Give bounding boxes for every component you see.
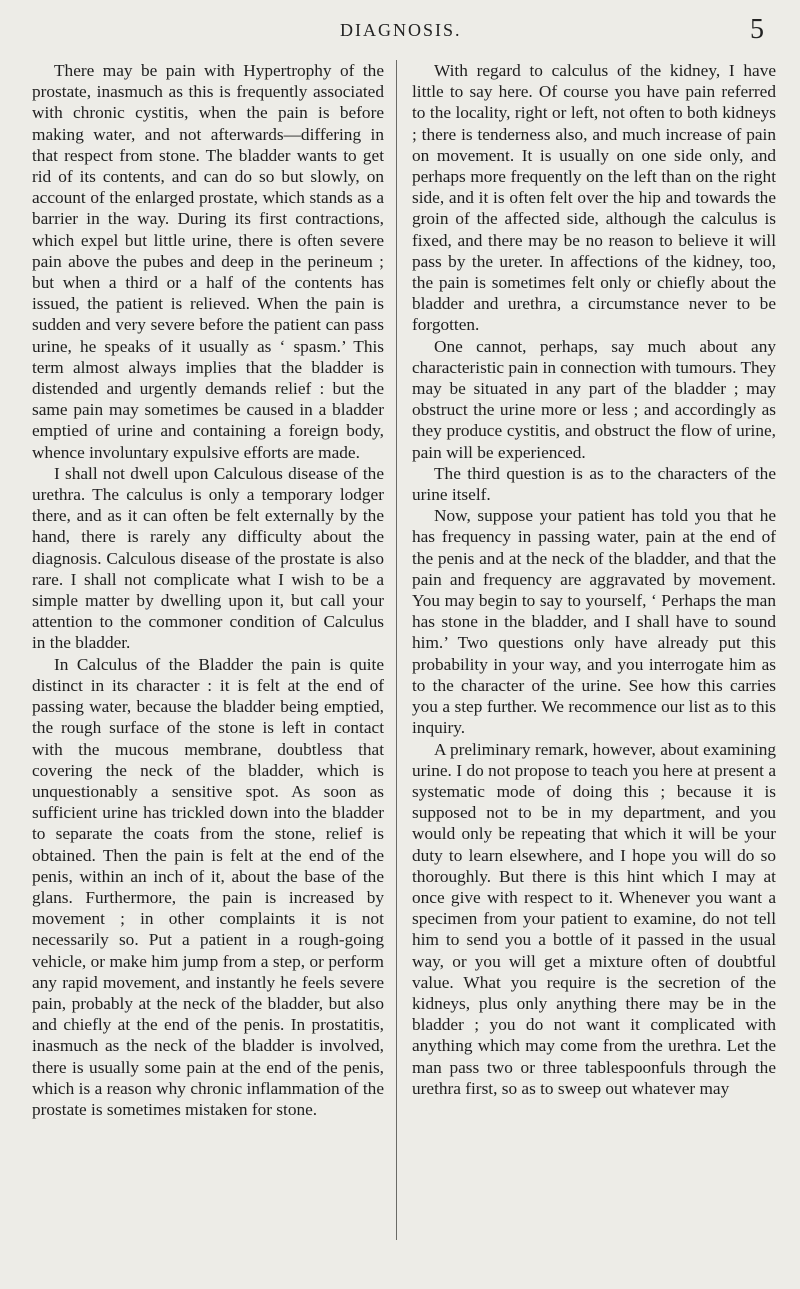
paragraph: In Calculus of the Bladder the pain is quite distinct in its character : it is felt at the end of passing water, because the bladder being emptied, the rough surface of the stone is left in contact with the mucous membrane, doubtless that covering the neck of the bladder, which is unquestionably a sensitive spot. As soon as sufficient urine has trickled down into the bladder to separate the coats from the stone, relief is obtained. Then the pain is felt at the end of the penis, within an inch of it, about the base of the glans. Furthermore, the pain is increased by movement ; in other complaints it is not necessarily so. Put a patient in a rough-going vehicle, or make him jump from a step, or perform any rapid movement, and instantly he feels severe pain, probably at the neck of the bladder, but also and chiefly at the end of the penis. In prostatitis, inasmuch as the neck of the bladder is involved, there is usually some pain at the end of the penis, which is a reason why chronic inflammation of the prostate is sometimes mistaken for stone. xyxy=(32,654,384,1119)
paragraph: One cannot, perhaps, say much about any characteristic pain in connection with tumours. They may be situated in any part of the bladder ; may obstruct the urine more or less ; and accordingly as they produce cystitis, and obstruct the flow of urine, pain will be experienced. xyxy=(412,336,776,462)
paragraph: I shall not dwell upon Calculous disease of the urethra. The calculus is only a temporary lodger there, and as it can often be felt externally by the hand, there is rarely any difficulty about the diagnosis. Calculous disease of the prostate is also rare. I shall not complicate what I wish to be a simple matter by dwelling upon it, but call your attention to the commoner condition of Calculus in the bladder. xyxy=(32,463,384,653)
paragraph: A preliminary remark, however, about examining urine. I do not propose to teach you here at present a systematic mode of doing this ; because it is supposed not to be in my department, and you would only be repeating that which it will be your duty to learn elsewhere, and I hope you will do so thoroughly. But there is this hint which I may at once give with respect to it. Whenever you want a specimen from your patient to examine, do not tell him to send you a bottle of it passed in the usual way, or you will get a mixture often of doubtful value. What you require is the secretion of the kidneys, plus only anything there may be in the bladder ; you do not want it complicated with anything which may come from the urethra. Let the man pass two or three tablespoonfuls through the urethra first, so as to sweep out whatever may xyxy=(412,739,776,1098)
left-column xyxy=(32,60,384,1120)
paragraph: With regard to calculus of the kidney, I have little to say here. Of course you have pain referred to the locality, right or left, not often to both kidneys ; there is tenderness also, and much increase of pain on movement. It is usually on one side only, and perhaps more frequently on the left than on the right side, and it is often felt over the hip and towards the groin of the affected side, although the calculus is fixed, and there may be no reason to believe it will pass by the ureter. In affections of the kidney, too, the pain is sometimes felt only or chiefly about the bladder and urethra, a circumstance never to be forgotten. xyxy=(412,61,776,335)
right-column xyxy=(412,60,776,1099)
page-header xyxy=(0,14,800,44)
paragraph: There may be pain with Hypertrophy of the prostate, inasmuch as this is frequently associated with chronic cystitis, when the pain is before making water, and not afterwards—differing in that respect from stone. The bladder wants to get rid of its contents, and can do so but slowly, on account of the enlarged prostate, which stands as a barrier in the way. During its first contractions, which expel but little urine, there is often severe pain above the pubes and deep in the perineum ; but when a third or a half of the contents has issued, the patient is relieved. When the pain is sudden and very severe before the patient can pass urine, he speaks of it usually as ‘ spasm.’ This term almost always implies that the bladder is distended and urgently demands relief : but the same pain may sometimes be caused in a bladder emptied of urine and containing a foreign body, whence involuntary expulsive efforts are made. xyxy=(32,61,384,462)
running-title: DIAGNOSIS. xyxy=(340,20,462,40)
page-number: 5 xyxy=(750,14,764,45)
paragraph: Now, suppose your patient has told you that he has frequency in passing water, pain at the end of the penis and at the neck of the bladder, and that the pain and frequency are aggravated by movement. You may begin to say to yourself, ‘ Perhaps the man has stone in the bladder, and I shall have to sound him.’ Two questions only have already put this probability in your way, and you interrogate him as to the character of the urine. See how this carries you a step further. We recommence our list as to this inquiry. xyxy=(412,506,776,738)
paragraph: The third question is as to the characters of the urine itself. xyxy=(412,463,776,505)
column-divider xyxy=(396,60,397,1240)
